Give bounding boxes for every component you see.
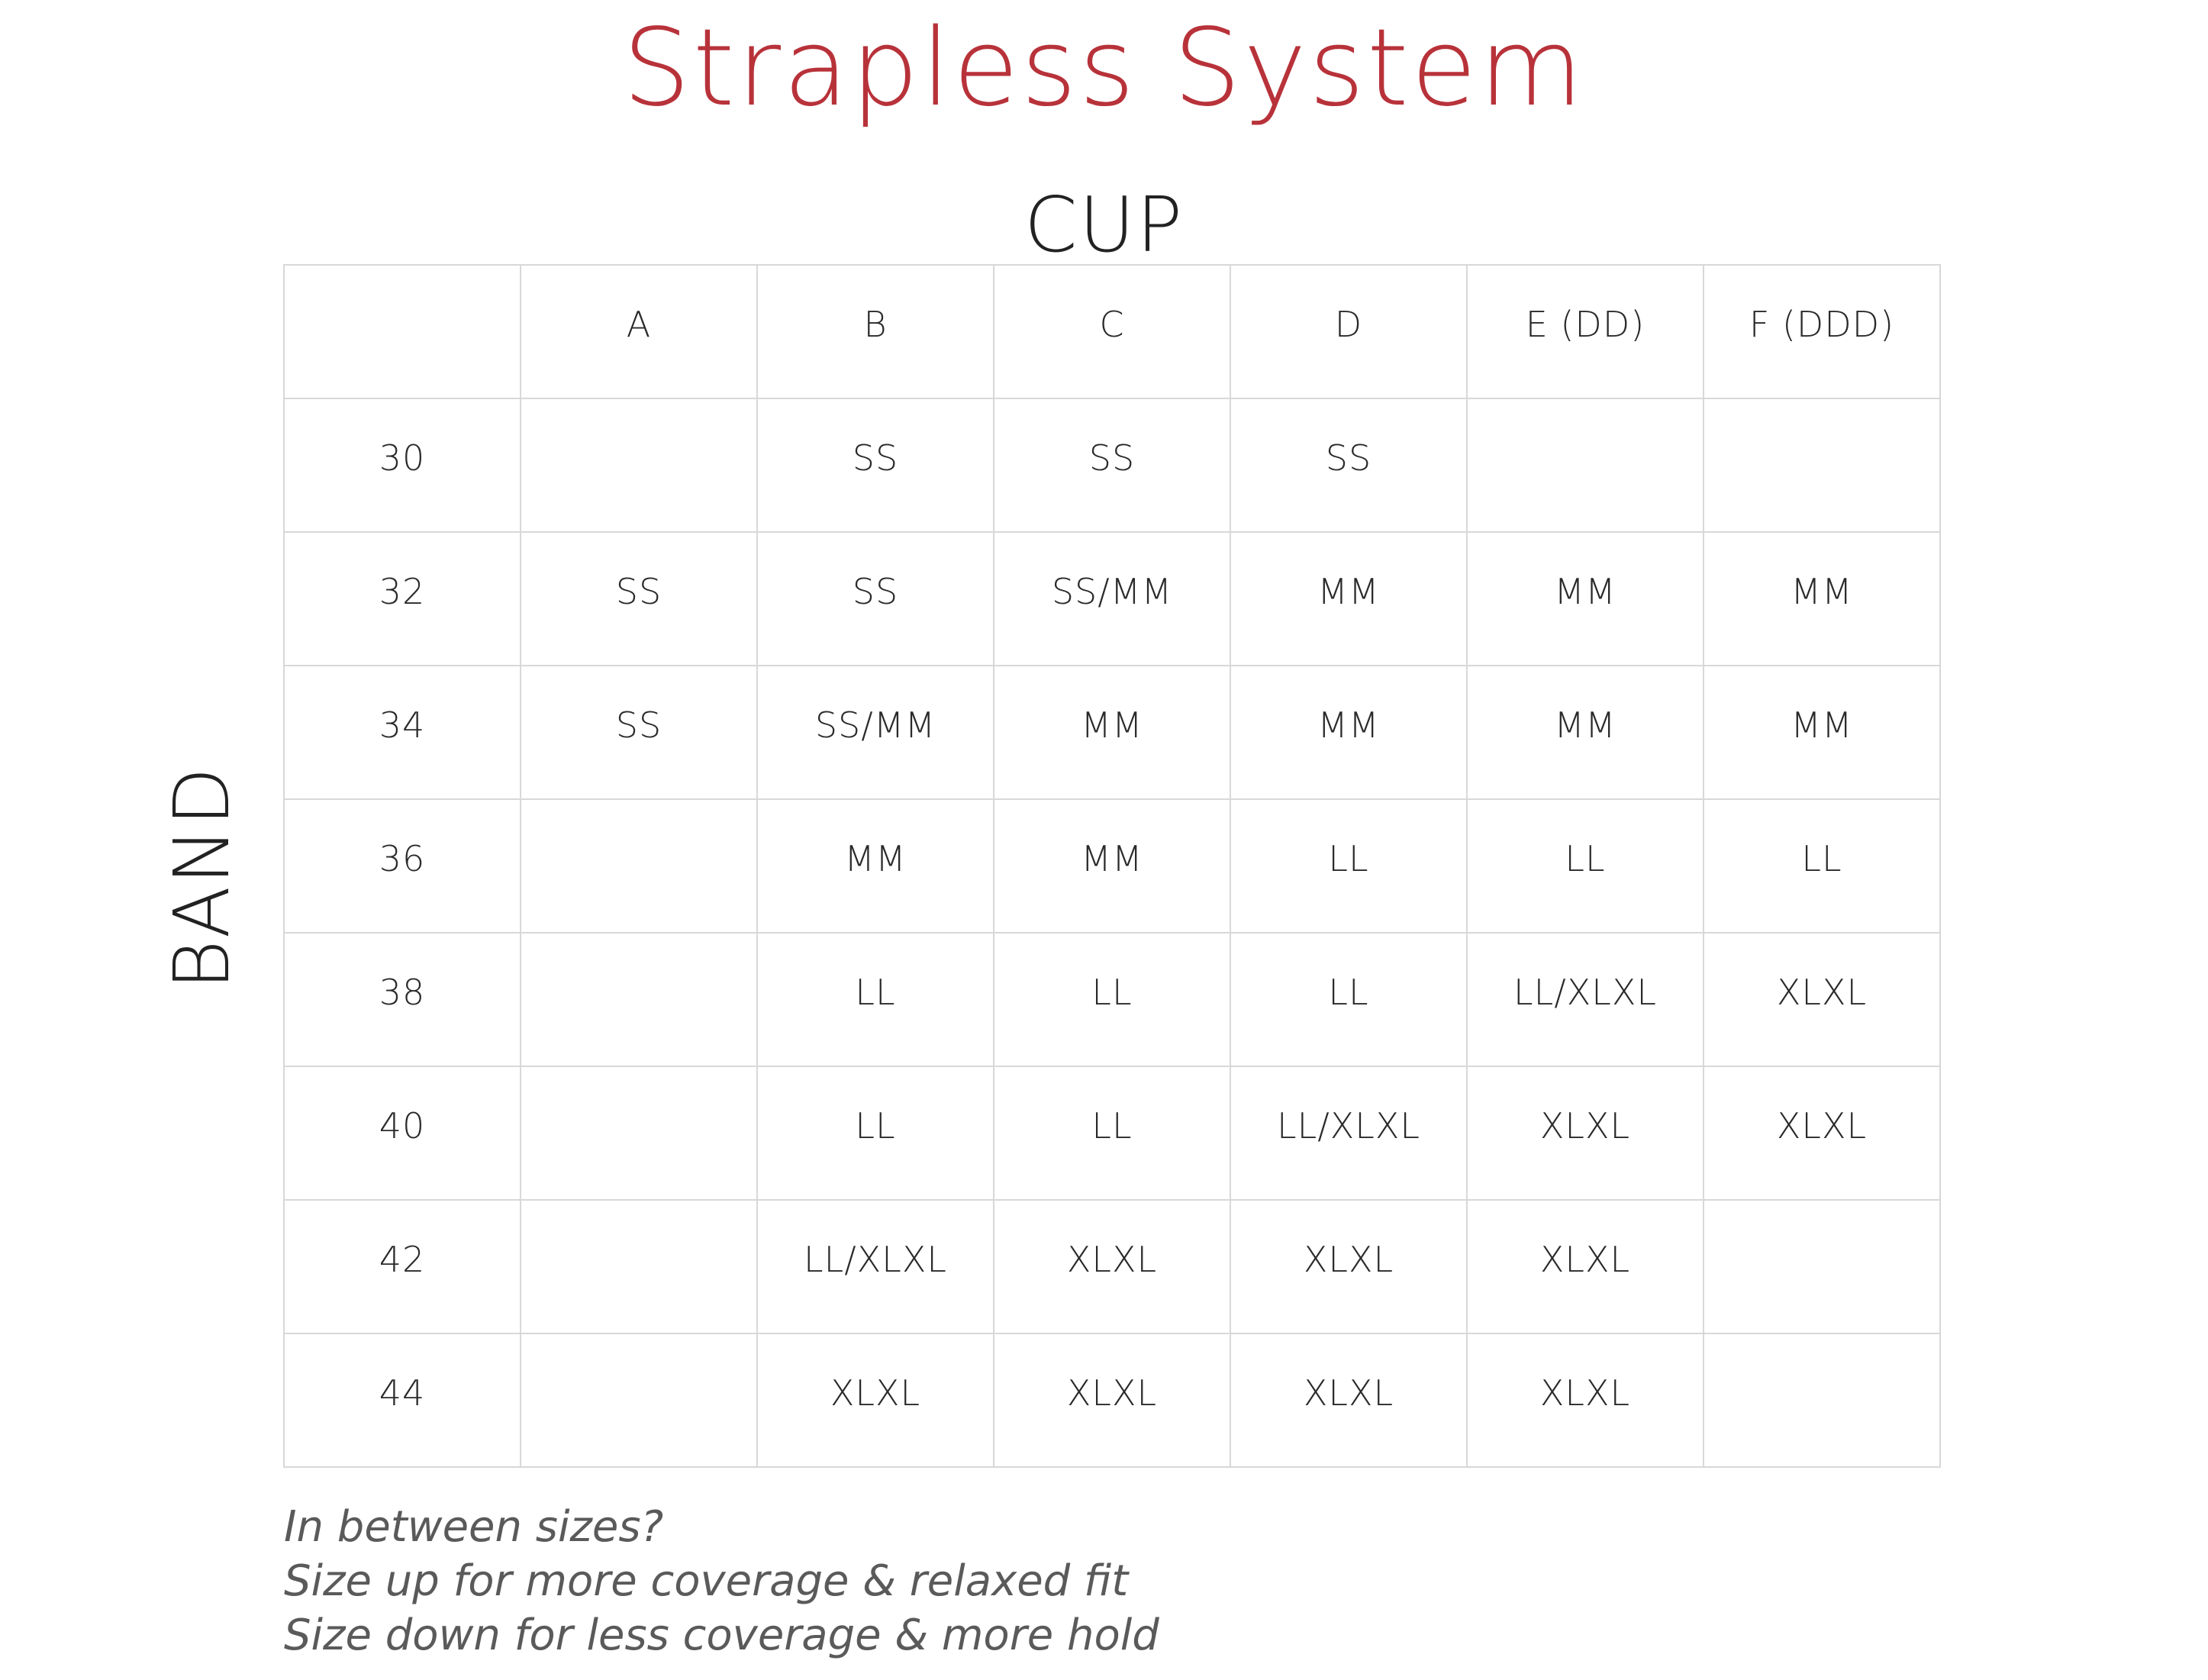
size-cell: MM — [1704, 532, 1940, 666]
size-cell: LL — [994, 933, 1230, 1066]
size-cell: XLXL — [1230, 1200, 1467, 1333]
size-cell: LL — [757, 1066, 994, 1200]
corner-cell — [284, 265, 521, 398]
size-cell: MM — [1467, 532, 1704, 666]
size-cell — [521, 1066, 757, 1200]
size-cell: MM — [1230, 666, 1467, 799]
table-row — [284, 666, 1940, 799]
size-cell: LL/XLXL — [1230, 1066, 1467, 1200]
size-cell: XLXL — [1467, 1200, 1704, 1333]
table-row — [284, 1200, 1940, 1333]
size-cell: XLXL — [1467, 1333, 1704, 1467]
size-cell: SS/MM — [757, 666, 994, 799]
size-cell: XLXL — [757, 1333, 994, 1467]
band-cell: 34 — [284, 666, 521, 799]
size-cell: SS — [521, 532, 757, 666]
sizing-note-line: In between sizes? — [284, 1502, 664, 1552]
size-cell — [521, 799, 757, 933]
size-cell: SS — [521, 666, 757, 799]
size-cell — [521, 398, 757, 532]
table-row — [284, 1066, 1940, 1200]
cup-header-cell: A — [521, 265, 757, 398]
band-cell: 38 — [284, 933, 521, 1066]
cup-axis-label: CUP — [1023, 180, 1185, 269]
size-cell: LL — [994, 1066, 1230, 1200]
size-cell — [521, 1333, 757, 1467]
size-cell: LL — [1467, 799, 1704, 933]
size-cell: SS/MM — [994, 532, 1230, 666]
size-cell: SS — [757, 398, 994, 532]
table-row — [284, 398, 1940, 532]
cup-header-cell: D — [1230, 265, 1467, 398]
size-cell — [1704, 1333, 1940, 1467]
size-cell: SS — [757, 532, 994, 666]
sizing-note-line: Size up for more coverage & relaxed fit — [284, 1556, 1129, 1606]
band-cell: 42 — [284, 1200, 521, 1333]
size-cell: XLXL — [994, 1333, 1230, 1467]
size-cell: SS — [1230, 398, 1467, 532]
size-cell: MM — [1704, 666, 1940, 799]
size-cell — [521, 933, 757, 1066]
size-cell: MM — [994, 799, 1230, 933]
table-row — [284, 532, 1940, 666]
band-cell: 36 — [284, 799, 521, 933]
cup-header-cell: E (DD) — [1467, 265, 1704, 398]
band-cell: 40 — [284, 1066, 521, 1200]
size-cell: MM — [1230, 532, 1467, 666]
size-cell: MM — [1467, 666, 1704, 799]
size-cell: LL/XLXL — [1467, 933, 1704, 1066]
size-cell: LL — [1230, 933, 1467, 1066]
cup-header-cell: F (DDD) — [1704, 265, 1940, 398]
size-cell: XLXL — [1230, 1333, 1467, 1467]
size-cell: XLXL — [1467, 1066, 1704, 1200]
size-cell: XLXL — [1704, 933, 1940, 1066]
size-cell — [1704, 1200, 1940, 1333]
band-cell: 30 — [284, 398, 521, 532]
table-row — [284, 1333, 1940, 1467]
page-title: Strapless System — [622, 6, 1586, 131]
size-cell: XLXL — [994, 1200, 1230, 1333]
table-row — [284, 799, 1940, 933]
size-cell — [1704, 398, 1940, 532]
size-cell — [1467, 398, 1704, 532]
size-cell: LL — [1230, 799, 1467, 933]
size-chart-table — [283, 264, 1941, 1468]
cup-header-cell: C — [994, 265, 1230, 398]
size-cell: SS — [994, 398, 1230, 532]
size-cell: LL — [1704, 799, 1940, 933]
size-cell: LL/XLXL — [757, 1200, 994, 1333]
size-cell: LL — [757, 933, 994, 1066]
sizing-note-line: Size down for less coverage & more hold — [284, 1611, 1159, 1660]
cup-header-row — [284, 265, 1940, 398]
size-cell: MM — [757, 799, 994, 933]
size-cell — [521, 1200, 757, 1333]
band-cell: 32 — [284, 532, 521, 666]
cup-header-cell: B — [757, 265, 994, 398]
table-row — [284, 933, 1940, 1066]
band-cell: 44 — [284, 1333, 521, 1467]
sizing-notes — [284, 1500, 1159, 1662]
band-axis-label: BAND — [157, 766, 247, 990]
size-cell: XLXL — [1704, 1066, 1940, 1200]
size-cell: MM — [994, 666, 1230, 799]
